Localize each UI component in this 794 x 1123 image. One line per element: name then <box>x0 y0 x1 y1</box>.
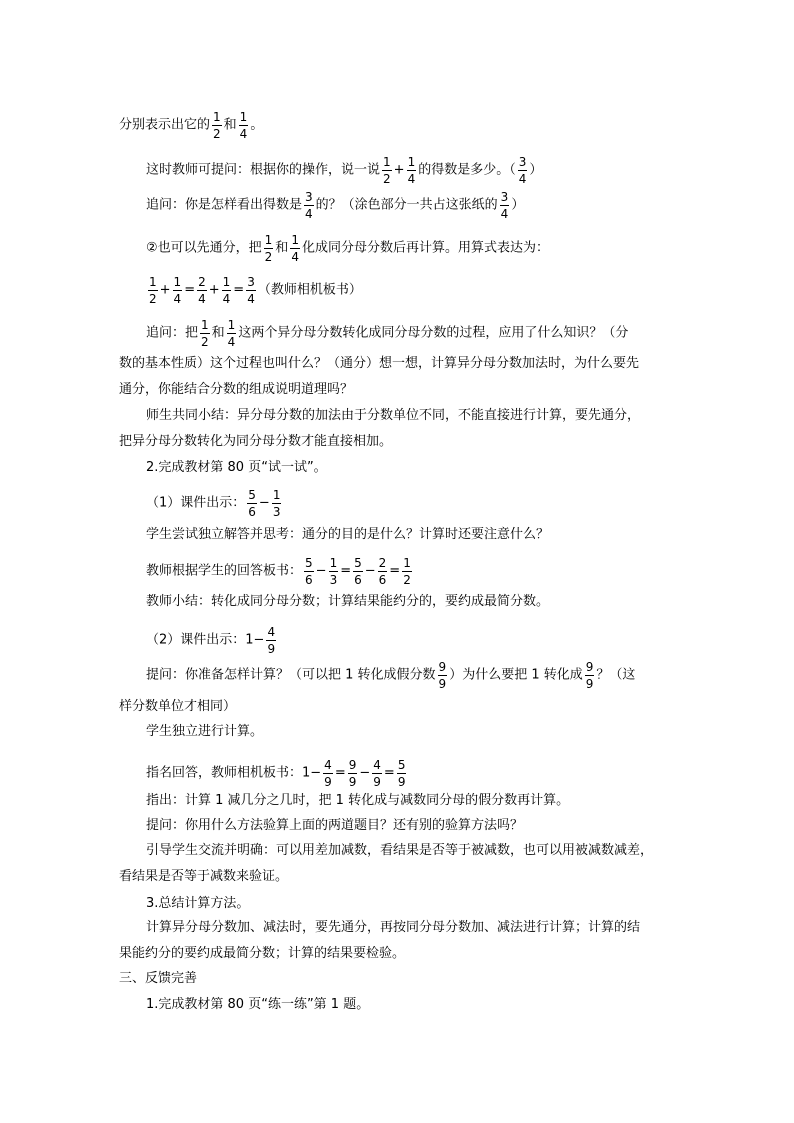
fraction <box>438 660 448 691</box>
text-line <box>146 527 549 544</box>
text-segment: 学生独立进行计算。 <box>146 724 264 739</box>
fraction-numerator: 5 <box>354 556 362 570</box>
fraction <box>348 758 358 789</box>
fraction-denominator: 2 <box>403 573 411 587</box>
fraction-denominator: 4 <box>173 292 182 306</box>
text-segment: （2）课件出示：1− <box>146 632 265 648</box>
text-line <box>119 869 288 886</box>
fraction-numerator: 1 <box>213 110 221 124</box>
fraction <box>397 758 407 789</box>
text-line <box>119 946 405 963</box>
text-segment: 通分，你能结合分数的组成说明道理吗？ <box>119 382 354 397</box>
text-segment: 数的基本性质）这个过程也叫什么？（通分）想一想，计算异分母分数加法时，为什么要先 <box>119 356 640 371</box>
fraction <box>222 275 232 306</box>
text-segment: 这时教师可提问：根据你的操作，说一说 <box>146 162 381 178</box>
text-segment: 学生尝试独立解答并思考：通分的目的是什么？计算时还要注意什么？ <box>146 527 550 542</box>
fraction-denominator: 4 <box>227 335 236 349</box>
text-segment: − <box>364 563 376 579</box>
fraction-numerator: 4 <box>373 758 381 772</box>
fraction-denominator: 4 <box>305 207 313 221</box>
fraction-bar <box>304 205 314 206</box>
fraction-denominator: 2 <box>264 250 273 264</box>
text-segment: 化成同分母分数后再计算。用算式表达为： <box>301 240 549 256</box>
fraction-bar <box>227 333 237 334</box>
fraction <box>329 556 339 587</box>
fraction-numerator: 5 <box>305 556 313 570</box>
fraction <box>372 758 382 789</box>
fraction-bar <box>200 333 210 334</box>
fraction <box>247 488 257 519</box>
fraction-bar <box>264 248 274 249</box>
fraction-bar <box>402 571 412 572</box>
text-segment: 提问：你准备怎样计算？（可以把 1 转化成假分数 <box>146 667 436 683</box>
text-line <box>146 155 542 186</box>
text-segment: = <box>340 563 352 579</box>
text-line <box>119 971 197 988</box>
text-line <box>119 110 263 141</box>
fraction-denominator: 6 <box>354 573 362 587</box>
text-line <box>146 997 369 1014</box>
fraction-denominator: 4 <box>239 127 248 141</box>
fraction-numerator: 3 <box>305 190 313 204</box>
fraction-bar <box>348 773 358 774</box>
text-segment: = <box>389 563 401 579</box>
fraction <box>272 488 282 519</box>
text-segment: 引导学生交流并明确：可以用差加减数，看结果是否等于被减数，也可以用被减数减差， <box>146 843 654 858</box>
fraction-denominator: 4 <box>407 172 416 186</box>
fraction-numerator: 3 <box>518 155 527 169</box>
fraction-numerator: 2 <box>378 556 387 570</box>
fraction-denominator: 9 <box>324 775 332 789</box>
text-segment: 指出：计算 1 减几分之几时，把 1 转化成与减数同分母的假分数再计算。 <box>146 793 570 808</box>
fraction <box>518 155 528 186</box>
fraction <box>378 556 388 587</box>
fraction-denominator: 9 <box>373 775 381 789</box>
text-segment: ）为什么要把 1 转化成 <box>449 667 583 683</box>
fraction <box>304 556 314 587</box>
fraction-denominator: 2 <box>149 292 157 306</box>
text-line <box>119 356 639 373</box>
text-segment: 和 <box>211 325 225 341</box>
fraction-bar <box>290 248 300 249</box>
fraction-denominator: 4 <box>500 207 509 221</box>
fraction-denominator: 6 <box>248 505 256 519</box>
fraction-denominator: 4 <box>222 292 231 306</box>
text-line <box>146 275 362 306</box>
fraction-numerator: 4 <box>267 625 276 639</box>
fraction-bar <box>407 170 417 171</box>
text-segment: ） <box>511 197 525 213</box>
fraction <box>173 275 183 306</box>
fraction-numerator: 3 <box>500 190 509 204</box>
text-segment: 把异分母分数转化为同分母分数才能直接相加。 <box>119 434 393 449</box>
text-line <box>119 434 392 451</box>
text-line <box>146 660 635 691</box>
fraction <box>323 758 333 789</box>
fraction-bar <box>222 290 232 291</box>
fraction-denominator: 4 <box>518 172 527 186</box>
text-segment: （教师相机板书） <box>257 282 362 298</box>
fraction-bar <box>438 675 448 676</box>
fraction-denominator: 9 <box>348 775 357 789</box>
fraction-bar <box>329 571 339 572</box>
fraction-bar <box>239 125 249 126</box>
fraction-denominator: 4 <box>247 292 255 306</box>
text-segment: 。 <box>250 117 264 133</box>
text-line <box>146 460 327 477</box>
fraction-numerator: 9 <box>438 660 447 674</box>
fraction-numerator: 1 <box>173 275 182 289</box>
fraction-bar <box>500 205 510 206</box>
fraction <box>304 190 314 221</box>
text-segment: = <box>184 282 196 298</box>
fraction-bar <box>247 503 257 504</box>
fraction-denominator: 9 <box>397 775 406 789</box>
text-segment: 提问：你用什么方法验算上面的两道题目？还有别的验算方法吗？ <box>146 818 524 833</box>
fraction-numerator: 1 <box>264 233 273 247</box>
fraction-bar <box>378 571 388 572</box>
fraction-denominator: 4 <box>291 250 299 264</box>
text-segment: 的得数是多少。（ <box>418 162 516 178</box>
fraction-denominator: 4 <box>198 292 206 306</box>
text-segment: + <box>159 282 171 298</box>
fraction-denominator: 3 <box>272 505 281 519</box>
text-line <box>146 843 653 860</box>
fraction-numerator: 2 <box>198 275 206 289</box>
fraction-numerator: 9 <box>348 758 357 772</box>
fraction-numerator: 1 <box>383 155 391 169</box>
text-segment: = <box>233 282 245 298</box>
fraction <box>227 318 237 349</box>
text-line <box>146 920 640 937</box>
text-segment: ） <box>529 162 543 178</box>
fraction <box>407 155 417 186</box>
fraction-numerator: 1 <box>403 556 411 570</box>
text-segment: = <box>334 765 346 781</box>
fraction-numerator: 1 <box>201 318 209 332</box>
fraction <box>200 318 210 349</box>
fraction <box>197 275 207 306</box>
fraction <box>382 155 392 186</box>
fraction-bar <box>272 503 282 504</box>
text-segment: 和 <box>223 117 237 133</box>
text-segment: − <box>315 563 327 579</box>
text-segment: 这两个异分母分数转化成同分母分数的过程，应用了什么知识？（分 <box>238 325 629 341</box>
text-segment: 师生共同小结：异分母分数的加法由于分数单位不同，不能直接进行计算，要先通分， <box>146 408 641 423</box>
text-segment: 追问：把 <box>146 325 199 341</box>
text-segment: 的？（涂色部分一共占这张纸的 <box>315 197 498 213</box>
fraction-denominator: 2 <box>383 172 391 186</box>
text-segment: 教师小结：转化成同分母分数；计算结果能约分的，要约成最简分数。 <box>146 594 550 609</box>
fraction-denominator: 9 <box>267 642 276 656</box>
text-line <box>146 594 549 611</box>
fraction-denominator: 2 <box>201 335 209 349</box>
text-line <box>146 793 569 810</box>
text-line <box>146 896 249 913</box>
text-segment: = <box>383 765 395 781</box>
text-segment: 指名回答，教师相机板书：1− <box>146 765 322 781</box>
fraction-numerator: 1 <box>149 275 157 289</box>
fraction-numerator: 1 <box>222 275 231 289</box>
text-line <box>146 556 414 587</box>
fraction-numerator: 1 <box>239 110 248 124</box>
fraction-numerator: 1 <box>329 556 338 570</box>
text-line <box>119 382 353 399</box>
fraction-bar <box>266 640 276 641</box>
text-segment: 2.完成教材第 80 页“试一试”。 <box>146 460 327 475</box>
text-segment: + <box>208 282 220 298</box>
fraction-bar <box>585 675 595 676</box>
text-segment: ②也可以先通分，把 <box>146 240 262 256</box>
fraction-numerator: 1 <box>407 155 416 169</box>
text-segment: + <box>393 162 405 178</box>
fraction-numerator: 1 <box>227 318 236 332</box>
fraction <box>353 556 363 587</box>
fraction-denominator: 9 <box>585 677 594 691</box>
fraction <box>212 110 222 141</box>
fraction-bar <box>173 290 183 291</box>
text-segment: （1）课件出示： <box>146 495 246 511</box>
fraction-numerator: 4 <box>324 758 332 772</box>
fraction <box>402 556 412 587</box>
fraction-bar <box>353 571 363 572</box>
fraction-denominator: 6 <box>305 573 313 587</box>
text-segment: 3.总结计算方法。 <box>146 896 250 911</box>
fraction-numerator: 5 <box>248 488 256 502</box>
text-segment: 追问：你是怎样看出得数是 <box>146 197 303 213</box>
fraction-bar <box>212 125 222 126</box>
fraction-bar <box>148 290 158 291</box>
text-segment: 计算异分母分数加、减法时，要先通分，再按同分母分数加、减法进行计算；计算的结 <box>146 920 641 935</box>
text-segment: 1.完成教材第 80 页“练一练”第 1 题。 <box>146 997 370 1012</box>
text-segment: − <box>359 765 371 781</box>
fraction-bar <box>197 290 207 291</box>
fraction-bar <box>518 170 528 171</box>
fraction-numerator: 5 <box>397 758 406 772</box>
text-segment: − <box>258 495 270 511</box>
fraction <box>148 275 158 306</box>
fraction <box>500 190 510 221</box>
text-line <box>146 488 283 519</box>
text-line <box>119 699 236 716</box>
text-segment: 三、反馈完善 <box>119 971 198 986</box>
text-segment: 分别表示出它的 <box>119 117 211 133</box>
fraction-bar <box>382 170 392 171</box>
fraction <box>266 625 276 656</box>
text-line <box>146 724 263 741</box>
text-segment: 和 <box>275 240 289 256</box>
fraction <box>239 110 249 141</box>
fraction-numerator: 1 <box>291 233 299 247</box>
fraction <box>246 275 256 306</box>
fraction-numerator: 1 <box>272 488 281 502</box>
fraction <box>585 660 595 691</box>
text-line <box>146 318 628 349</box>
fraction-numerator: 3 <box>247 275 255 289</box>
text-line <box>146 625 278 656</box>
text-segment: ？（这 <box>596 667 636 683</box>
fraction-bar <box>372 773 382 774</box>
text-segment: 样分数单位才相同） <box>119 699 237 714</box>
fraction-bar <box>323 773 333 774</box>
text-segment: 果能约分的要约成最简分数；计算的结果要检验。 <box>119 946 406 961</box>
text-line <box>146 408 640 425</box>
fraction-denominator: 6 <box>378 573 387 587</box>
text-line <box>146 818 523 835</box>
fraction <box>290 233 300 264</box>
fraction-numerator: 9 <box>585 660 594 674</box>
fraction <box>264 233 274 264</box>
text-line <box>146 233 549 264</box>
fraction-denominator: 9 <box>438 677 447 691</box>
text-segment: 看结果是否等于减数来验证。 <box>119 869 289 884</box>
fraction-bar <box>397 773 407 774</box>
text-segment: 教师根据学生的回答板书： <box>146 563 303 579</box>
text-line <box>146 758 408 789</box>
fraction-denominator: 3 <box>329 573 338 587</box>
text-line <box>146 190 524 221</box>
fraction-bar <box>304 571 314 572</box>
fraction-bar <box>246 290 256 291</box>
fraction-denominator: 2 <box>213 127 221 141</box>
